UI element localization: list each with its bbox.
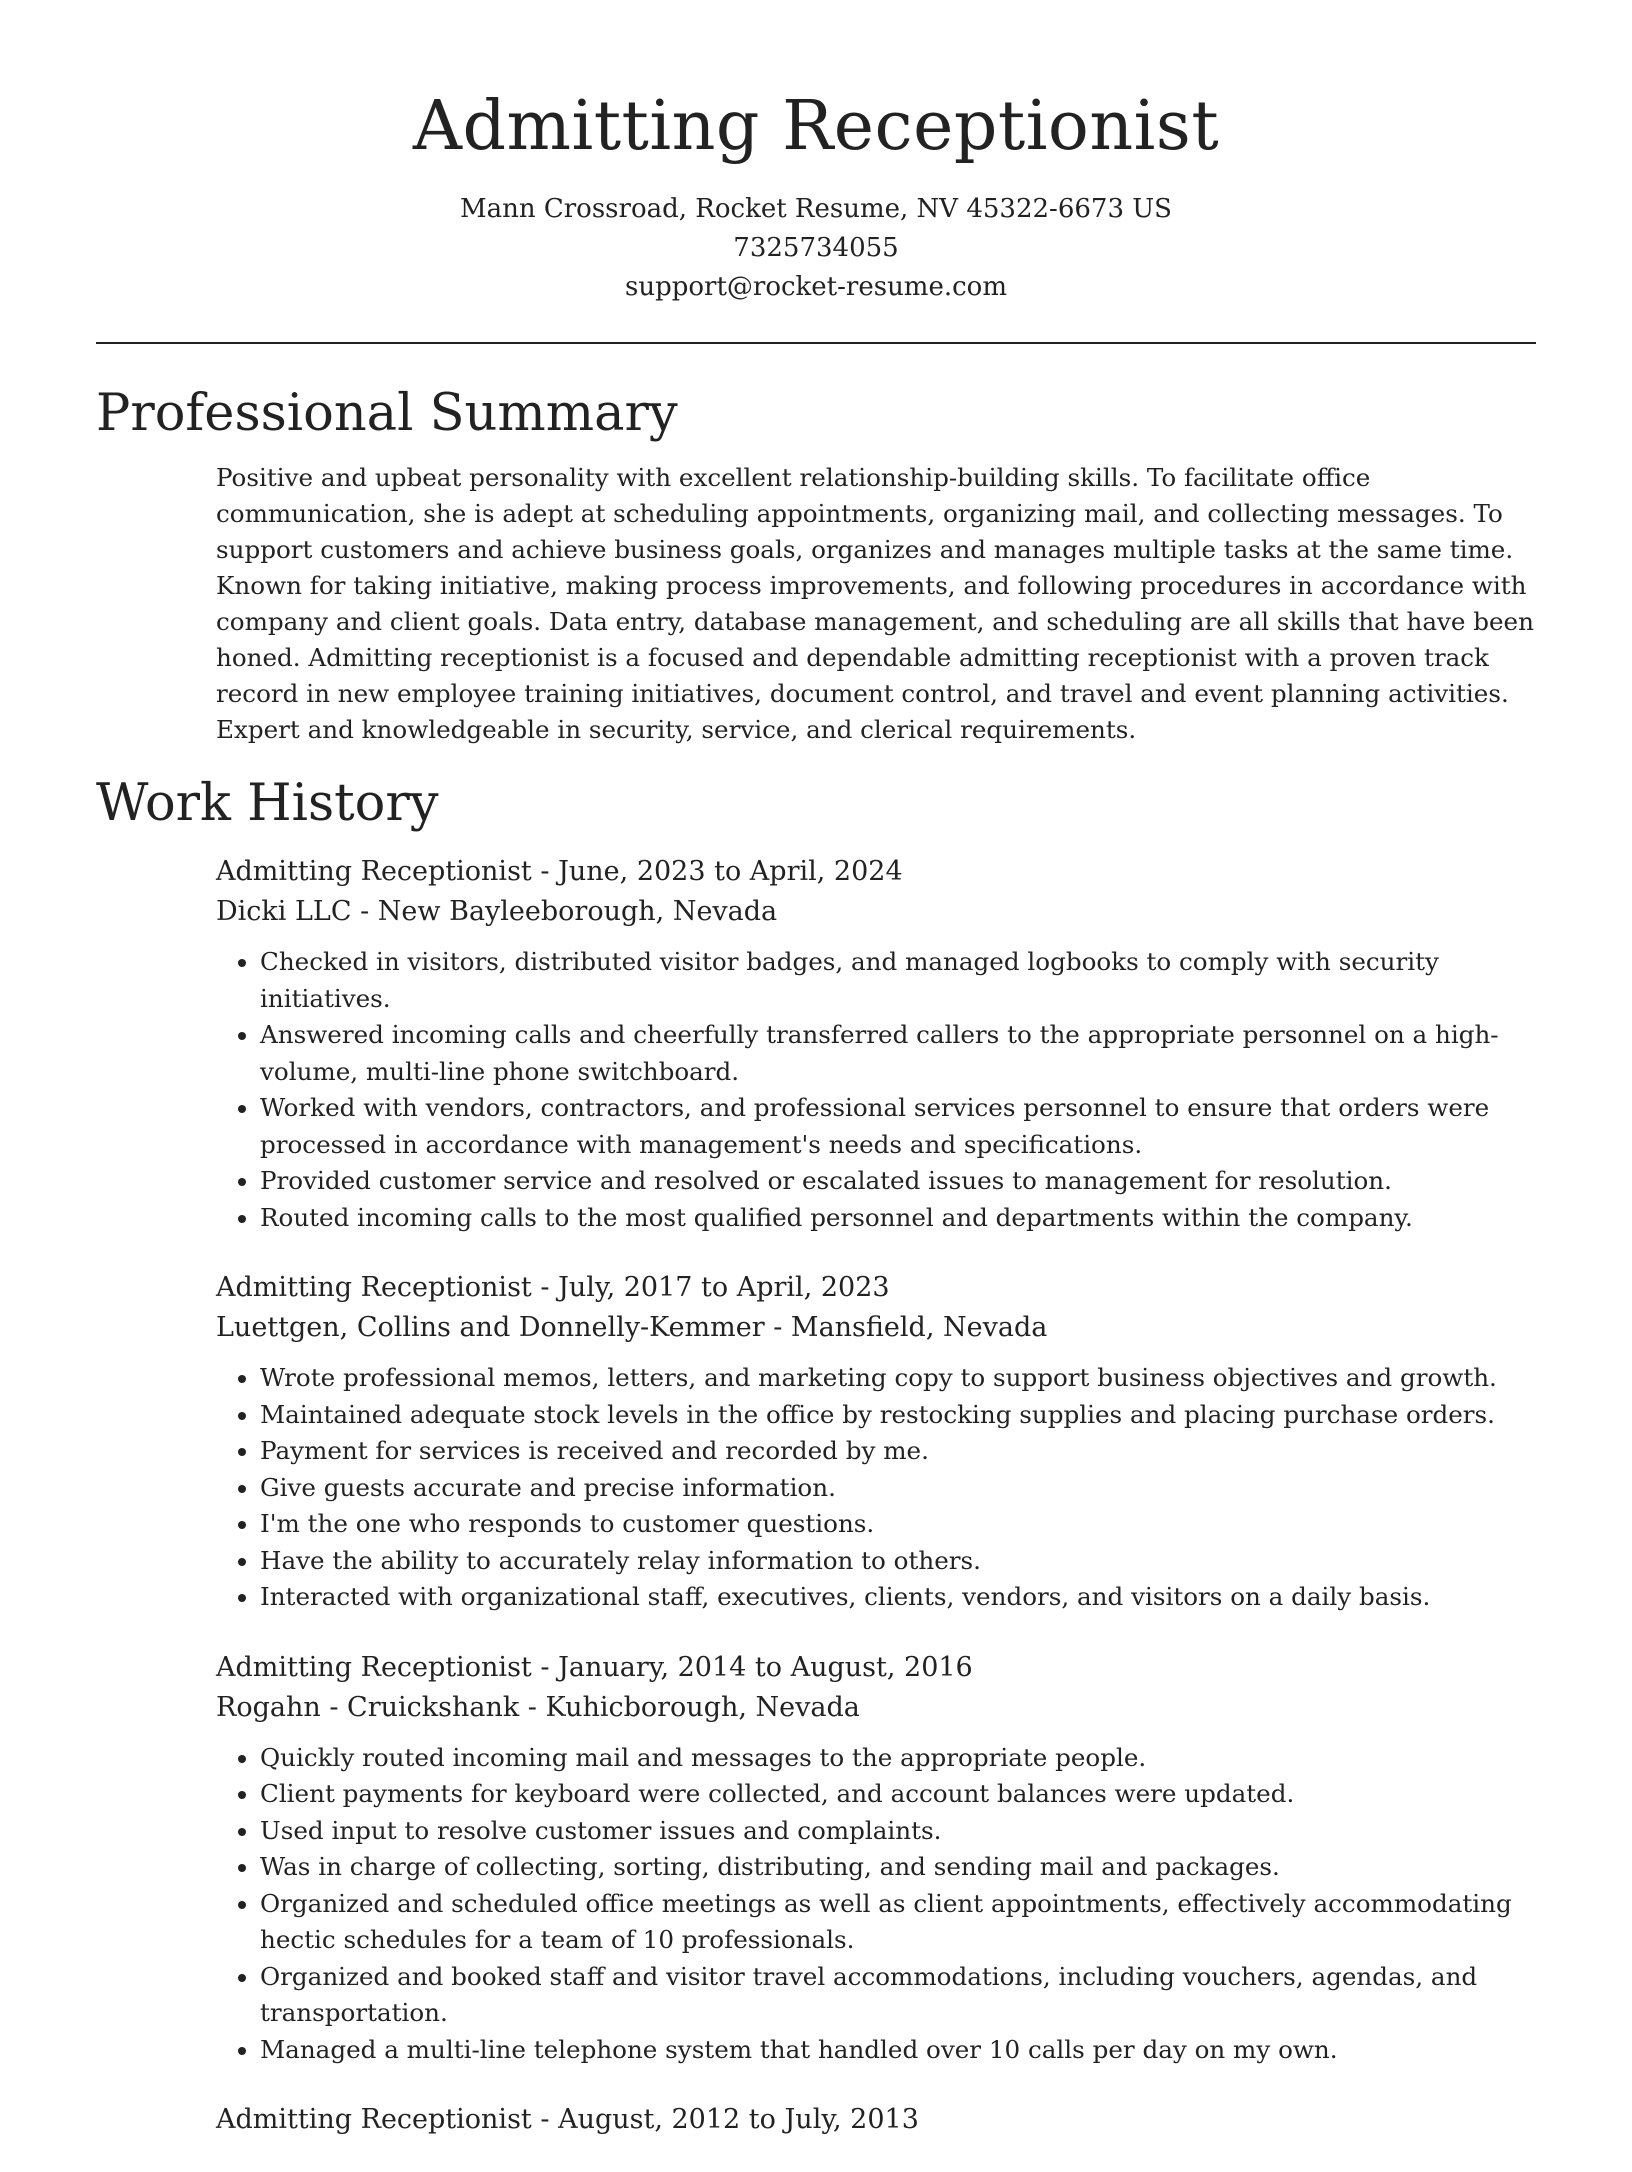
job-entry xyxy=(216,2100,1536,2140)
summary-text: Positive and upbeat personality with excellent relationship-building skills. To facilitate office communication, she is adept at scheduling appointments, organizing mail, and collecting messages. To support customers and achieve business goals, organizes and manages multiple tasks at the same time. Known for taking initiative, making process improvements, and following procedures in accordance with company and client goals. Data entry, database management, and scheduling are all skills that have been honed. Admitting receptionist is a focused and dependable admitting receptionist with a proven track record in new employee training initiatives, document control, and travel and event planning activities. Expert and knowledgeable in security, service, and clerical requirements. xyxy=(216,463,1534,744)
job-title-line xyxy=(216,852,1536,892)
job-company-line xyxy=(216,1688,1536,1728)
job-bullet: • Client payments for keyboard were collected, and account balances were updated. xyxy=(260,1776,1536,1813)
header-divider xyxy=(96,342,1536,344)
job-bullet: • Payment for services is received and recorded by me. xyxy=(260,1433,1536,1470)
job-entry xyxy=(216,1268,1536,1616)
contact-phone: 7325734055 xyxy=(733,233,899,263)
job-company: Rogahn - Cruickshank xyxy=(216,1691,520,1723)
job-bullets xyxy=(216,944,1536,1236)
contact-email: support@rocket-resume.com xyxy=(624,272,1007,302)
job-role: Admitting Receptionist xyxy=(216,1651,532,1683)
job-title-line xyxy=(216,2100,1536,2140)
candidate-name: Admitting Receptionist xyxy=(412,87,1220,166)
job-dates: - June, 2023 to April, 2024 xyxy=(531,856,903,887)
work-history-heading: Work History xyxy=(96,774,439,833)
job-bullet: • Was in charge of collecting, sorting, distributing, and sending mail and packages. xyxy=(260,1849,1536,1886)
job-bullet: • Organized and booked staff and visitor travel accommodations, including vouchers, agendas, and transportation. xyxy=(260,1959,1536,2032)
job-dates: - January, 2014 to August, 2016 xyxy=(531,1651,973,1683)
job-role: Admitting Receptionist xyxy=(216,1272,532,1303)
job-location: - New Bayleeborough, Nevada xyxy=(351,896,778,927)
job-bullet: • Managed a multi-line telephone system that handled over 10 calls per day on my own. xyxy=(260,2032,1536,2069)
job-location: - Mansfield, Nevada xyxy=(764,1312,1048,1343)
job-bullet: • Maintained adequate stock levels in the office by restocking supplies and placing purchase orders. xyxy=(260,1397,1536,1434)
job-title-line xyxy=(216,1648,1536,1688)
job-bullets xyxy=(216,1360,1536,1616)
job-title-line xyxy=(216,1268,1536,1308)
job-company: Dicki LLC xyxy=(216,896,352,927)
job-role: Admitting Receptionist xyxy=(216,2104,532,2135)
job-company: Luettgen, Collins and Donnelly-Kemmer xyxy=(216,1312,765,1343)
job-location: - Kuhicborough, Nevada xyxy=(519,1691,860,1723)
job-bullet: • Give guests accurate and precise information. xyxy=(260,1470,1536,1507)
job-bullet: • Answered incoming calls and cheerfully transferred callers to the appropriate personnel on a high-volume, multi-line phone switchboard. xyxy=(260,1017,1536,1090)
summary-heading: Professional Summary xyxy=(96,384,678,443)
job-dates: - July, 2017 to April, 2023 xyxy=(531,1272,890,1303)
job-bullet: • Provided customer service and resolved or escalated issues to management for resolution. xyxy=(260,1163,1536,1200)
job-company-line xyxy=(216,892,1536,932)
job-bullet: • Quickly routed incoming mail and messages to the appropriate people. xyxy=(260,1740,1536,1777)
contact-address: Mann Crossroad, Rocket Resume, NV 45322-6673 US xyxy=(459,194,1172,224)
job-bullet: • Organized and scheduled office meetings as well as client appointments, effectively accommodating hectic schedules for a team of 10 professionals. xyxy=(260,1886,1536,1959)
job-bullet: • Routed incoming calls to the most qualified personnel and departments within the company. xyxy=(260,1200,1536,1237)
work-history-list xyxy=(216,852,1536,2172)
job-entry xyxy=(216,852,1536,1236)
job-bullet: • I'm the one who responds to customer questions. xyxy=(260,1506,1536,1543)
job-bullet: • Interacted with organizational staff, executives, clients, vendors, and visitors on a daily basis. xyxy=(260,1579,1536,1616)
job-bullet: • Used input to resolve customer issues and complaints. xyxy=(260,1813,1536,1850)
job-bullet: • Wrote professional memos, letters, and marketing copy to support business objectives and growth. xyxy=(260,1360,1536,1397)
job-role: Admitting Receptionist xyxy=(216,856,532,887)
job-bullet: • Worked with vendors, contractors, and professional services personnel to ensure that orders were processed in accordance with management's needs and specifications. xyxy=(260,1090,1536,1163)
job-bullet: • Checked in visitors, distributed visitor badges, and managed logbooks to comply with security initiatives. xyxy=(260,944,1536,1017)
job-bullets xyxy=(216,1740,1536,2069)
job-bullet: • Have the ability to accurately relay information to others. xyxy=(260,1543,1536,1580)
resume-header xyxy=(96,82,1536,307)
job-dates: - August, 2012 to July, 2013 xyxy=(531,2104,919,2135)
job-entry xyxy=(216,1648,1536,2069)
job-company-line xyxy=(216,1308,1536,1348)
